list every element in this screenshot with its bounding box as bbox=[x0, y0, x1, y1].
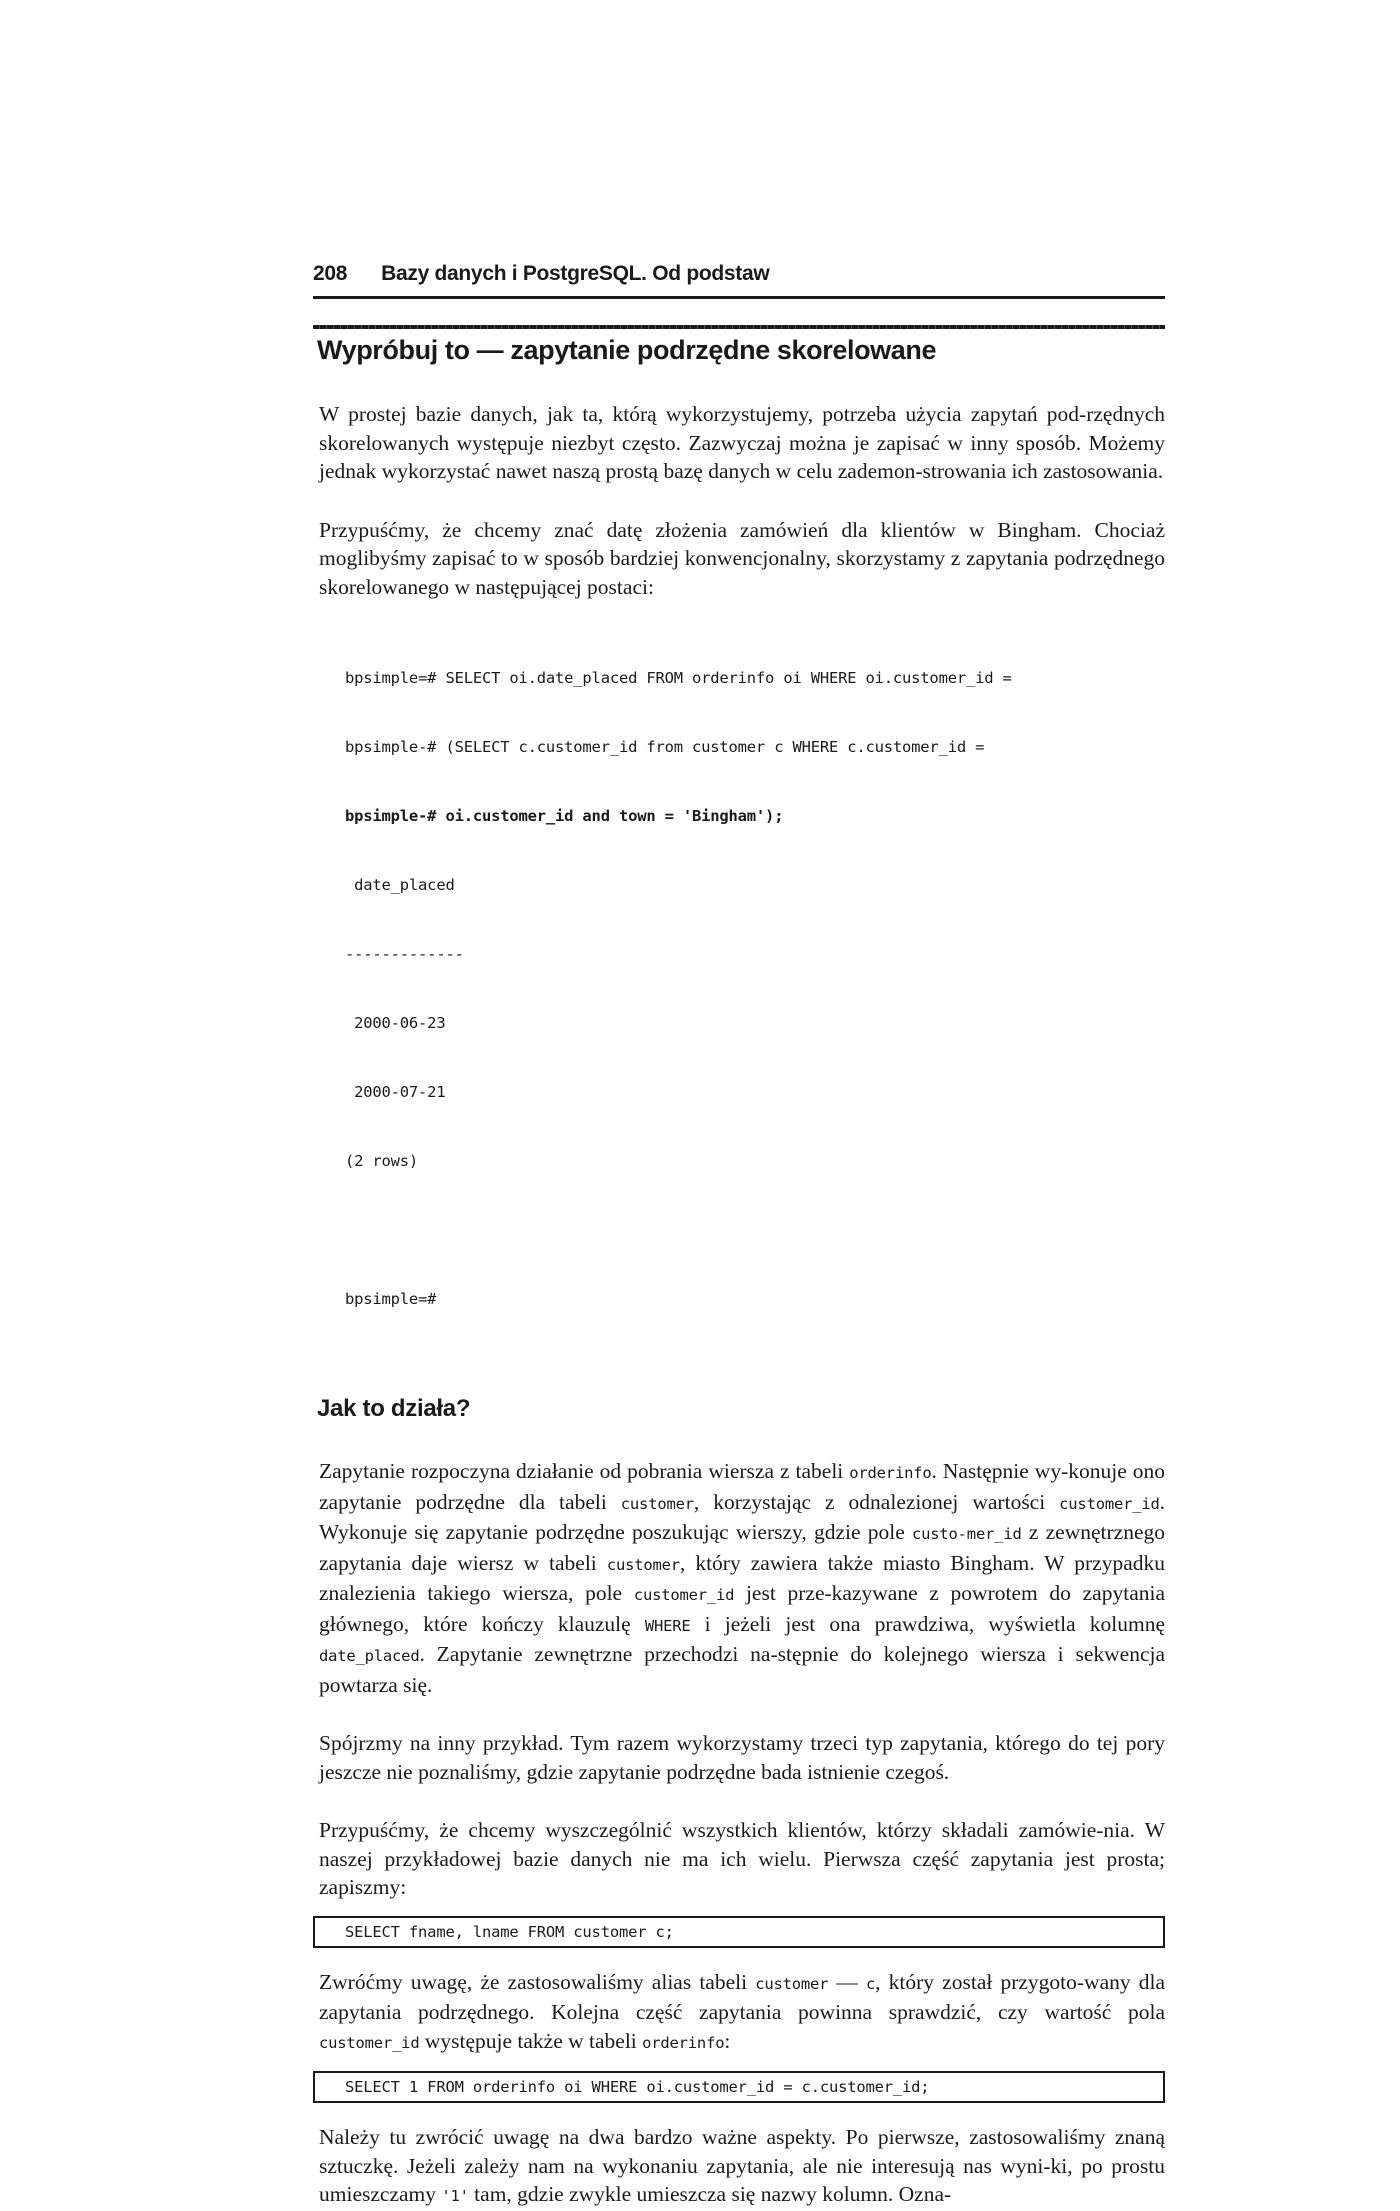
how-it-works-paragraph bbox=[319, 1457, 1165, 1699]
inline-code: customer_id bbox=[633, 1586, 735, 1604]
inline-code: c bbox=[866, 1974, 876, 1993]
text-run: Należy tu zwrócić uwagę na dwa bardzo ważne aspekty. Po pierwsze, zastosowaliśmy znaną sztuczkę. Jeżeli zależy nam na wykonaniu zapytania, ale nie interesują nas wyni-ki, po prostu umieszczamy bbox=[319, 2125, 1165, 2206]
intro-paragraph-2: Przypuśćmy, że chcemy znać datę złożenia zamówień dla klientów w Bingham. Chociaż moglibyśmy zapisać to w sposób bardziej konwencjonalny, skorzystamy z zapytania podrzędnego skorelowanego w następującej postaci: bbox=[319, 517, 1165, 599]
paragraph-two-aspects bbox=[319, 2123, 1165, 2211]
console-line: bpsimple-# (SELECT c.customer_id from customer c WHERE c.customer_id = bbox=[345, 738, 985, 756]
intro-paragraph-1: W prostej bazie danych, jak ta, którą wykorzystujemy, potrzeba użycia zapytań pod-rzędnych skorelowanych występuje niezbyt często. Zazwyczaj można je zapisać w inny sposób. Możemy jednak wykorzystać nawet naszą prostą bazę danych w celu zademon-strowania ich zastosowania. bbox=[319, 402, 1165, 483]
text-run: , który został przygoto-wany dla zapytania podrzędnego. Kolejna część zapytania powinna sprawdzić, czy wartość pola bbox=[319, 1969, 1165, 2024]
console-line: date_placed bbox=[345, 876, 455, 894]
inline-code: orderinfo bbox=[849, 1464, 932, 1482]
book-title: Bazy danych i PostgreSQL. Od podstaw bbox=[381, 262, 770, 285]
text-run: i jeżeli jest ona prawdziwa, wyświetla kolumnę bbox=[690, 1611, 1165, 1636]
console-line: ------------- bbox=[345, 945, 464, 963]
inline-code: customer bbox=[606, 1555, 680, 1574]
text-run: : bbox=[724, 2028, 731, 2053]
inline-code: customer bbox=[755, 1974, 829, 1993]
text-run: . Następnie wy-konuje ono zapytanie podrzędne dla tabeli bbox=[319, 1459, 1166, 1514]
book-page bbox=[313, 262, 1165, 2211]
text-run: jest prze-kazywane z powrotem do zapytania głównego, które kończy klauzulę bbox=[319, 1581, 1166, 1636]
text-run: . Wykonuje się zapytanie podrzędne poszukując wierszy, gdzie pole bbox=[319, 1489, 1165, 1544]
inline-code: custo-mer_id bbox=[912, 1525, 1022, 1543]
code-box-select-customers: SELECT fname, lname FROM customer c; bbox=[313, 1916, 1165, 1948]
inline-code: orderinfo bbox=[642, 2033, 725, 2052]
code-box-select-orderinfo: SELECT 1 FROM orderinfo oi WHERE oi.customer_id = c.customer_id; bbox=[313, 2071, 1165, 2103]
text-run: Zwróćmy uwagę, że zastosowaliśmy alias tabeli bbox=[319, 1969, 756, 1994]
paragraph-list-customers: Przypuśćmy, że chcemy wyszczególnić wszystkich klientów, którzy składali zamówie-nia. W naszej przykładowej bazie danych nie ma ich wielu. Pierwsza część zapytania jest prosta; zapiszmy: bbox=[319, 1818, 1165, 1899]
page-number: 208 bbox=[313, 262, 348, 285]
text-run: z zewnętrznego zapytania daje wiersz w tabeli bbox=[319, 1520, 1165, 1575]
inline-code: customer bbox=[620, 1494, 694, 1513]
inline-code: date_placed bbox=[319, 1647, 420, 1665]
console-line: bpsimple-# oi.customer_id and town = 'Bingham'); bbox=[345, 807, 784, 825]
text-run: . Zapytanie zewnętrzne przechodzi na-stępnie do kolejnego wiersza i sekwencja powtarza się. bbox=[319, 1642, 1165, 1697]
text-run: — bbox=[828, 1969, 867, 1994]
console-line: (2 rows) bbox=[345, 1152, 419, 1170]
inline-code: customer_id bbox=[319, 2033, 420, 2052]
text-run: tam, gdzie zwykle umieszcza się nazwy kolumn. Ozna- bbox=[468, 2182, 952, 2206]
paragraph-another-example: Spójrzmy na inny przykład. Tym razem wykorzystamy trzeci typ zapytania, którego do tej pory jeszcze nie poznaliśmy, gdzie zapytanie podrzędne bada istnienie czegoś. bbox=[319, 1731, 1165, 1784]
text-run: Zapytanie rozpoczyna działanie od pobrania wiersza z tabeli bbox=[319, 1459, 850, 1483]
console-line: bpsimple=# SELECT oi.date_placed FROM orderinfo oi WHERE oi.customer_id = bbox=[345, 669, 1012, 687]
console-line: 2000-06-23 bbox=[345, 1014, 446, 1032]
section-divider bbox=[313, 325, 1165, 329]
inline-code: customer_id bbox=[1059, 1494, 1160, 1513]
section-title: Wypróbuj to — zapytanie podrzędne skorelowane bbox=[317, 335, 937, 365]
text-run: , który zawiera także miasto Bingham. W przypadku znalezienia takiego wiersza, pole bbox=[319, 1550, 1165, 1605]
console-line bbox=[345, 1219, 1165, 1242]
how-it-works-heading: Jak to działa? bbox=[317, 1395, 471, 1422]
console-line: 2000-07-21 bbox=[345, 1083, 446, 1101]
text-run: , korzystając z odnalezionej wartości bbox=[693, 1489, 1060, 1514]
inline-code: WHERE bbox=[644, 1616, 691, 1635]
inline-code: '1' bbox=[441, 2187, 469, 2205]
console-line: bpsimple=# bbox=[345, 1290, 437, 1308]
console-output bbox=[345, 621, 1165, 1357]
text-run: występuje także w tabeli bbox=[419, 2028, 643, 2053]
running-head bbox=[313, 262, 1165, 299]
